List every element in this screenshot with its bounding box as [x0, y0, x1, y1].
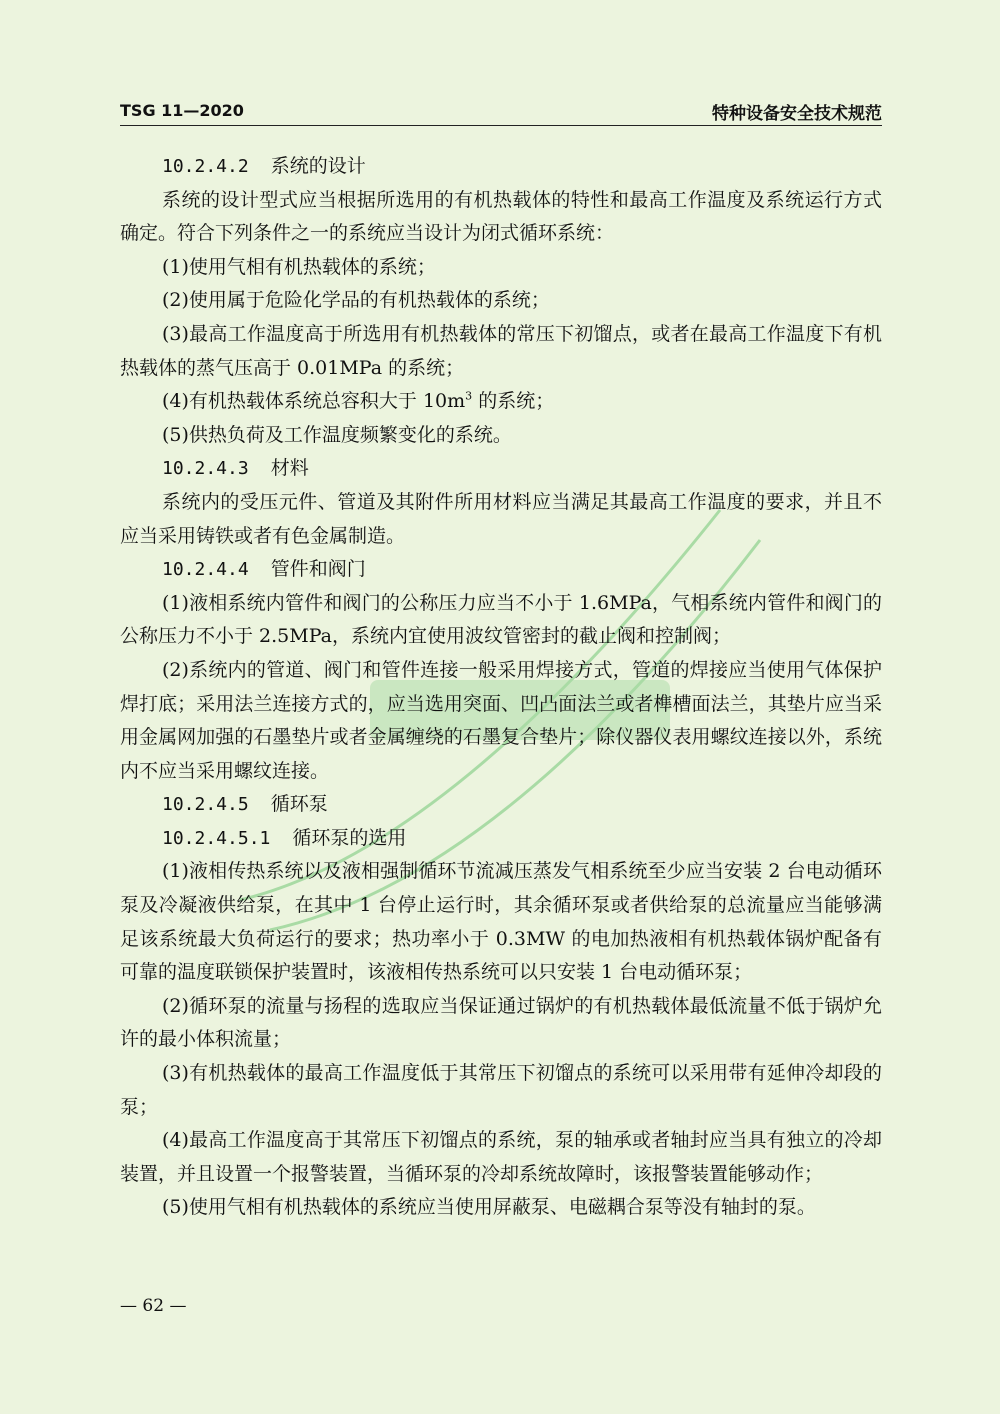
list-item: (2)使用属于危险化学品的有机热载体的系统；	[162, 289, 550, 312]
list-item: (1)液相系统内管件和阀门的公称压力应当不小于 1.6MPa，气相系统内管件和阀门的公称压力不小于 2.5MPa，系统内宜使用波纹管密封的截止阀和控制阀；	[120, 591, 882, 648]
section-heading: 10.2.4.2 系统的设计	[162, 155, 366, 177]
page-number: — 62 —	[120, 1296, 187, 1316]
section-heading: 10.2.4.5 循环泵	[162, 793, 328, 816]
list-item: (4)有机热载体系统总容积大于 $10m^3$ 的系统；	[162, 389, 555, 413]
page-header	[120, 99, 882, 126]
list-item: (5)供热负荷及工作温度频繁变化的系统。	[162, 423, 512, 446]
subsection-heading: 10.2.4.5.1 循环泵的选用	[162, 826, 407, 849]
list-item: (2)循环泵的流量与扬程的选取应当保证通过锅炉的有机热载体最低流量不低于锅炉允许的最小体积流量；	[120, 994, 882, 1051]
document-body	[120, 150, 882, 1225]
list-item: (3)有机热载体的最高工作温度低于其常压下初馏点的系统可以采用带有延伸冷却段的泵；	[120, 1062, 882, 1118]
section-heading: 10.2.4.4 管件和阀门	[162, 558, 366, 581]
paragraph: 系统的设计型式应当根据所选用的有机热载体的特性和最高工作温度及系统运行方式确定。符合下列条件之一的系统应当设计为闭式循环系统：	[120, 188, 882, 245]
section-heading: 10.2.4.3 材料	[162, 457, 309, 480]
standard-category: 特种设备安全技术规范	[712, 104, 882, 124]
list-item: (4)最高工作温度高于其常压下初馏点的系统，泵的轴承或者轴封应当具有独立的冷却装置，并且设置一个报警装置，当循环泵的冷却系统故障时，该报警装置能够动作；	[120, 1129, 882, 1185]
paragraph: 系统内的受压元件、管道及其附件所用材料应当满足其最高工作温度的要求，并且不应当采用铸铁或者有色金属制造。	[120, 490, 882, 547]
list-item: (5)使用气相有机热载体的系统应当使用屏蔽泵、电磁耦合泵等没有轴封的泵。	[162, 1196, 816, 1219]
list-item: (3)最高工作温度高于所选用有机热载体的常压下初馏点，或者在最高工作温度下有机热载体的蒸气压高于 0.01MPa 的系统；	[120, 322, 882, 379]
list-item: (1)液相传热系统以及液相强制循环节流减压蒸发气相系统至少应当安装 2 台电动循环泵及冷凝液供给泵，在其中 1 台停止运行时，其余循环泵或者供给泵的总流量应当能够满足该系统最大负荷运行的要求；热功率小于 0.3MW 的电加热液相有机热载体锅炉配备有可靠的温度联锁保护装置时，该液相传热系统可以只安装 1 台电动循环泵；	[120, 860, 882, 984]
list-item: (1)使用气相有机热载体的系统；	[162, 255, 436, 278]
standard-code: TSG 11—2020	[120, 101, 244, 120]
list-item: (2)系统内的管道、阀门和管件连接一般采用焊接方式，管道的焊接应当使用气体保护焊打底；采用法兰连接方式的，应当选用突面、凹凸面法兰或者榫槽面法兰，其垫片应当采用金属网加强的石墨垫片或者金属缠绕的石墨复合垫片；除仪器仪表用螺纹连接以外，系统内不应当采用螺纹连接。	[120, 658, 882, 782]
